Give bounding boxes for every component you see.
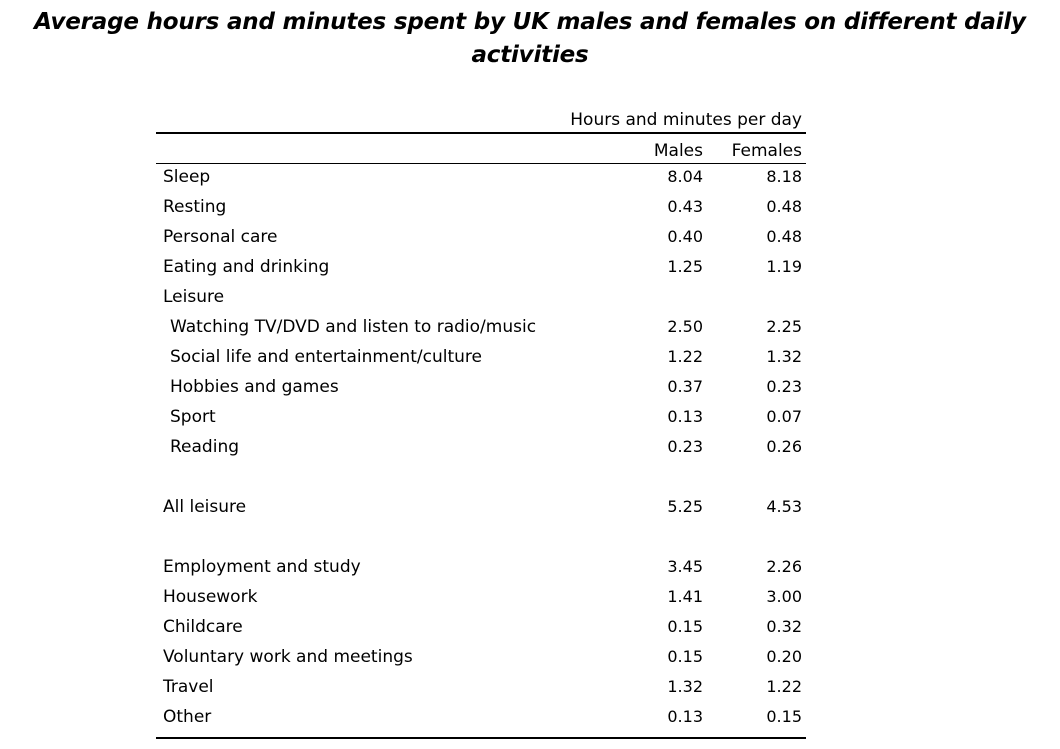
row-label: Personal care (163, 227, 278, 247)
females-value: 8.18 (766, 167, 802, 186)
table-row (156, 614, 806, 644)
table-row (156, 434, 806, 464)
table-spacer-row (156, 464, 806, 494)
females-value: 0.20 (766, 647, 802, 666)
table-row (156, 164, 806, 194)
row-label: Housework (163, 587, 258, 607)
row-label: Sport (170, 407, 216, 427)
males-value: 1.32 (667, 677, 703, 696)
row-label: Eating and drinking (163, 257, 330, 277)
table-row (156, 674, 806, 704)
females-value: 2.25 (766, 317, 802, 336)
males-value: 2.50 (667, 317, 703, 336)
males-value: 0.13 (667, 707, 703, 726)
chart-title: Average hours and minutes spent by UK males and females on different daily activities (34, 9, 1026, 68)
table-row (156, 194, 806, 224)
males-value: 0.13 (667, 407, 703, 426)
row-label: Childcare (163, 617, 243, 637)
row-label: Social life and entertainment/culture (170, 347, 482, 367)
females-value: 0.26 (766, 437, 802, 456)
table-row (156, 584, 806, 614)
row-label: Watching TV/DVD and listen to radio/music (170, 317, 537, 337)
row-label: Hobbies and games (170, 377, 339, 397)
females-value: 0.48 (766, 197, 802, 216)
column-header-row (156, 134, 806, 164)
males-value: 0.43 (667, 197, 703, 216)
table-row (156, 494, 806, 524)
males-value: 5.25 (667, 497, 703, 516)
females-value: 4.53 (766, 497, 802, 516)
males-value: 0.37 (667, 377, 703, 396)
table-row (156, 224, 806, 254)
table-row (156, 404, 806, 434)
column-header-females: Females (731, 141, 802, 161)
table-row (156, 314, 806, 344)
table-row (156, 644, 806, 674)
table-row (156, 554, 806, 584)
row-label: Reading (170, 437, 240, 457)
males-value: 0.40 (667, 227, 703, 246)
males-value: 1.25 (667, 257, 703, 276)
column-header-males: Males (653, 141, 703, 161)
females-value: 1.32 (766, 347, 802, 366)
row-label: Travel (163, 677, 214, 697)
unit-label: Hours and minutes per day (570, 110, 802, 130)
females-value: 1.22 (766, 677, 802, 696)
females-value: 0.23 (766, 377, 802, 396)
row-label: Voluntary work and meetings (163, 647, 413, 667)
females-value: 0.15 (766, 707, 802, 726)
table-row (156, 374, 806, 404)
females-value: 0.07 (766, 407, 802, 426)
row-label: Leisure (163, 287, 225, 307)
row-label: Resting (163, 197, 227, 217)
table-body (156, 164, 806, 739)
females-value: 0.32 (766, 617, 802, 636)
males-value: 1.41 (667, 587, 703, 606)
unit-header-row (156, 106, 806, 134)
males-value: 1.22 (667, 347, 703, 366)
females-value: 0.48 (766, 227, 802, 246)
females-value: 1.19 (766, 257, 802, 276)
males-value: 0.23 (667, 437, 703, 456)
row-label: All leisure (163, 497, 247, 517)
females-value: 2.26 (766, 557, 802, 576)
table-row (156, 704, 806, 734)
row-label: Other (163, 707, 212, 727)
males-value: 8.04 (667, 167, 703, 186)
row-label: Sleep (163, 167, 211, 187)
table-row (156, 254, 806, 284)
table-row (156, 284, 806, 314)
row-label: Employment and study (163, 557, 361, 577)
table-row (156, 344, 806, 374)
females-value: 3.00 (766, 587, 802, 606)
activity-table (156, 106, 806, 739)
males-value: 0.15 (667, 647, 703, 666)
males-value: 0.15 (667, 617, 703, 636)
table-spacer-row (156, 524, 806, 554)
males-value: 3.45 (667, 557, 703, 576)
